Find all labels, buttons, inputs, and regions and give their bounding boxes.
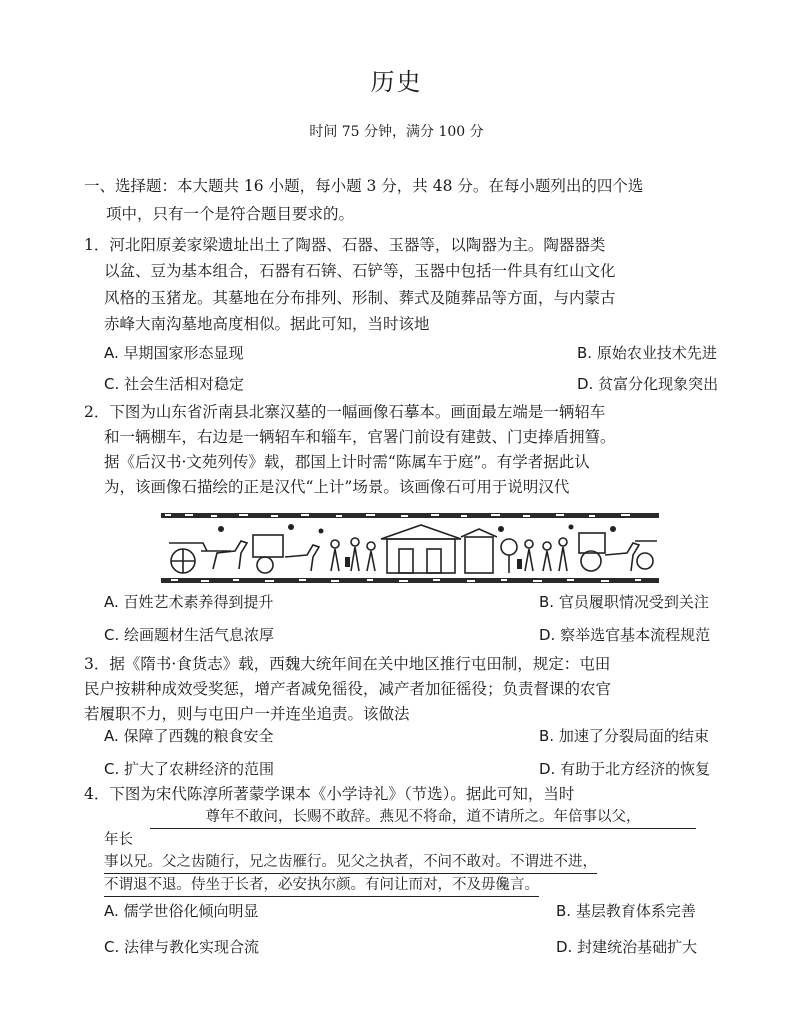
q4-option-b[interactable]: B. 基层教育体系完善 <box>556 902 696 920</box>
q2-stem-line: 据《后汉书·文苑列传》载，郡国上计时需“陈属车于庭”。有学者据此认 <box>104 453 590 471</box>
page-title: 历史 <box>370 68 423 96</box>
exam-info: 时间 75 分钟，满分 100 分 <box>309 124 484 140</box>
q1-stem-line: 赤峰大南沟墓地高度相似。据此可知，当时该地 <box>104 315 430 333</box>
q3-option-a[interactable]: A. 保障了西魏的粮食安全 <box>104 727 274 745</box>
stone-relief-rubbing-image <box>161 511 659 585</box>
q4-quote-line: 事以兄。父之齿随行，兄之齿雁行。见父之执者，不问不敢对。不谓进不进， <box>104 852 597 874</box>
q3-stem-line: 若履职不力，则与屯田户一并连坐追责。该做法 <box>84 705 410 723</box>
q4-option-d[interactable]: D. 封建统治基础扩大 <box>556 938 698 956</box>
q3-option-c[interactable]: C. 扩大了农耕经济的范围 <box>104 760 275 778</box>
q3-option-d[interactable]: D. 有助于北方经济的恢复 <box>539 760 711 778</box>
q1-option-c[interactable]: C. 社会生活相对稳定 <box>104 375 245 393</box>
q3-stem-line: 民户按耕种成效受奖惩，增产者减免徭役，减产者加征徭役；负责督课的农官 <box>84 680 612 698</box>
q2-option-b[interactable]: B. 官员履职情况受到关注 <box>539 593 709 611</box>
q4-quote-line: 不谓退不退。侍坐于长者，必安执尔颜。有问让而对，不及毋儳言。 <box>104 875 539 897</box>
q2-stem-line: 为，该画像石描绘的正是汉代“上计”场景。该画像石可用于说明汉代 <box>104 478 570 496</box>
q2-stem-line: 2．下图为山东省沂南县北寨汉墓的一幅画像石摹本。画面最左端是一辆轺车 <box>84 403 606 421</box>
q2-option-a[interactable]: A. 百姓艺术素养得到提升 <box>104 593 274 611</box>
q4-quote-line: 年长 <box>104 832 133 848</box>
q1-option-b[interactable]: B. 原始农业技术先进 <box>577 344 717 362</box>
q2-stem-line: 和一辆棚车，右边是一辆轺车和辎车，官署门前设有建鼓、门吏捧盾拥篲。 <box>104 428 616 446</box>
q4-stem-line: 4．下图为宋代陈淳所著蒙学课本《小学诗礼》（节选）。据此可知，当时 <box>84 785 575 803</box>
q3-option-b[interactable]: B. 加速了分裂局面的结束 <box>539 727 709 745</box>
q1-stem-line: 风格的玉猪龙。其墓地在分布排列、形制、葬式及随葬品等方面，与内蒙古 <box>104 289 616 307</box>
section-heading-line-2: 项中，只有一个是符合题目要求的。 <box>106 205 355 223</box>
q4-option-a[interactable]: A. 儒学世俗化倾向明显 <box>104 902 259 920</box>
q2-option-c[interactable]: C. 绘画题材生活气息浓厚 <box>104 626 275 644</box>
q4-quote-line: 尊年不敢问，长赐不敢辞。燕见不将命，道不请所之。年倍事以父， <box>150 807 696 829</box>
q1-option-a[interactable]: A. 早期国家形态显现 <box>104 344 244 362</box>
q2-option-d[interactable]: D. 察举选官基本流程规范 <box>539 626 711 644</box>
q1-stem-line: 以盆、豆为基本组合，石器有石锛、石铲等，玉器中包括一件具有红山文化 <box>104 262 616 280</box>
q4-option-c[interactable]: C. 法律与教化实现合流 <box>104 938 260 956</box>
q1-stem-line: 1．河北阳原姜家梁遗址出土了陶器、石器、玉器等，以陶器为主。陶器器类 <box>84 236 606 254</box>
q1-option-d[interactable]: D. 贫富分化现象突出 <box>577 375 719 393</box>
q3-stem-line: 3．据《隋书·食货志》载，西魏大统年间在关中地区推行屯田制，规定：屯田 <box>84 655 611 673</box>
section-heading-line-1: 一、选择题：本大题共 16 小题，每小题 3 分，共 48 分。在每小题列出的四个选 <box>84 177 644 195</box>
